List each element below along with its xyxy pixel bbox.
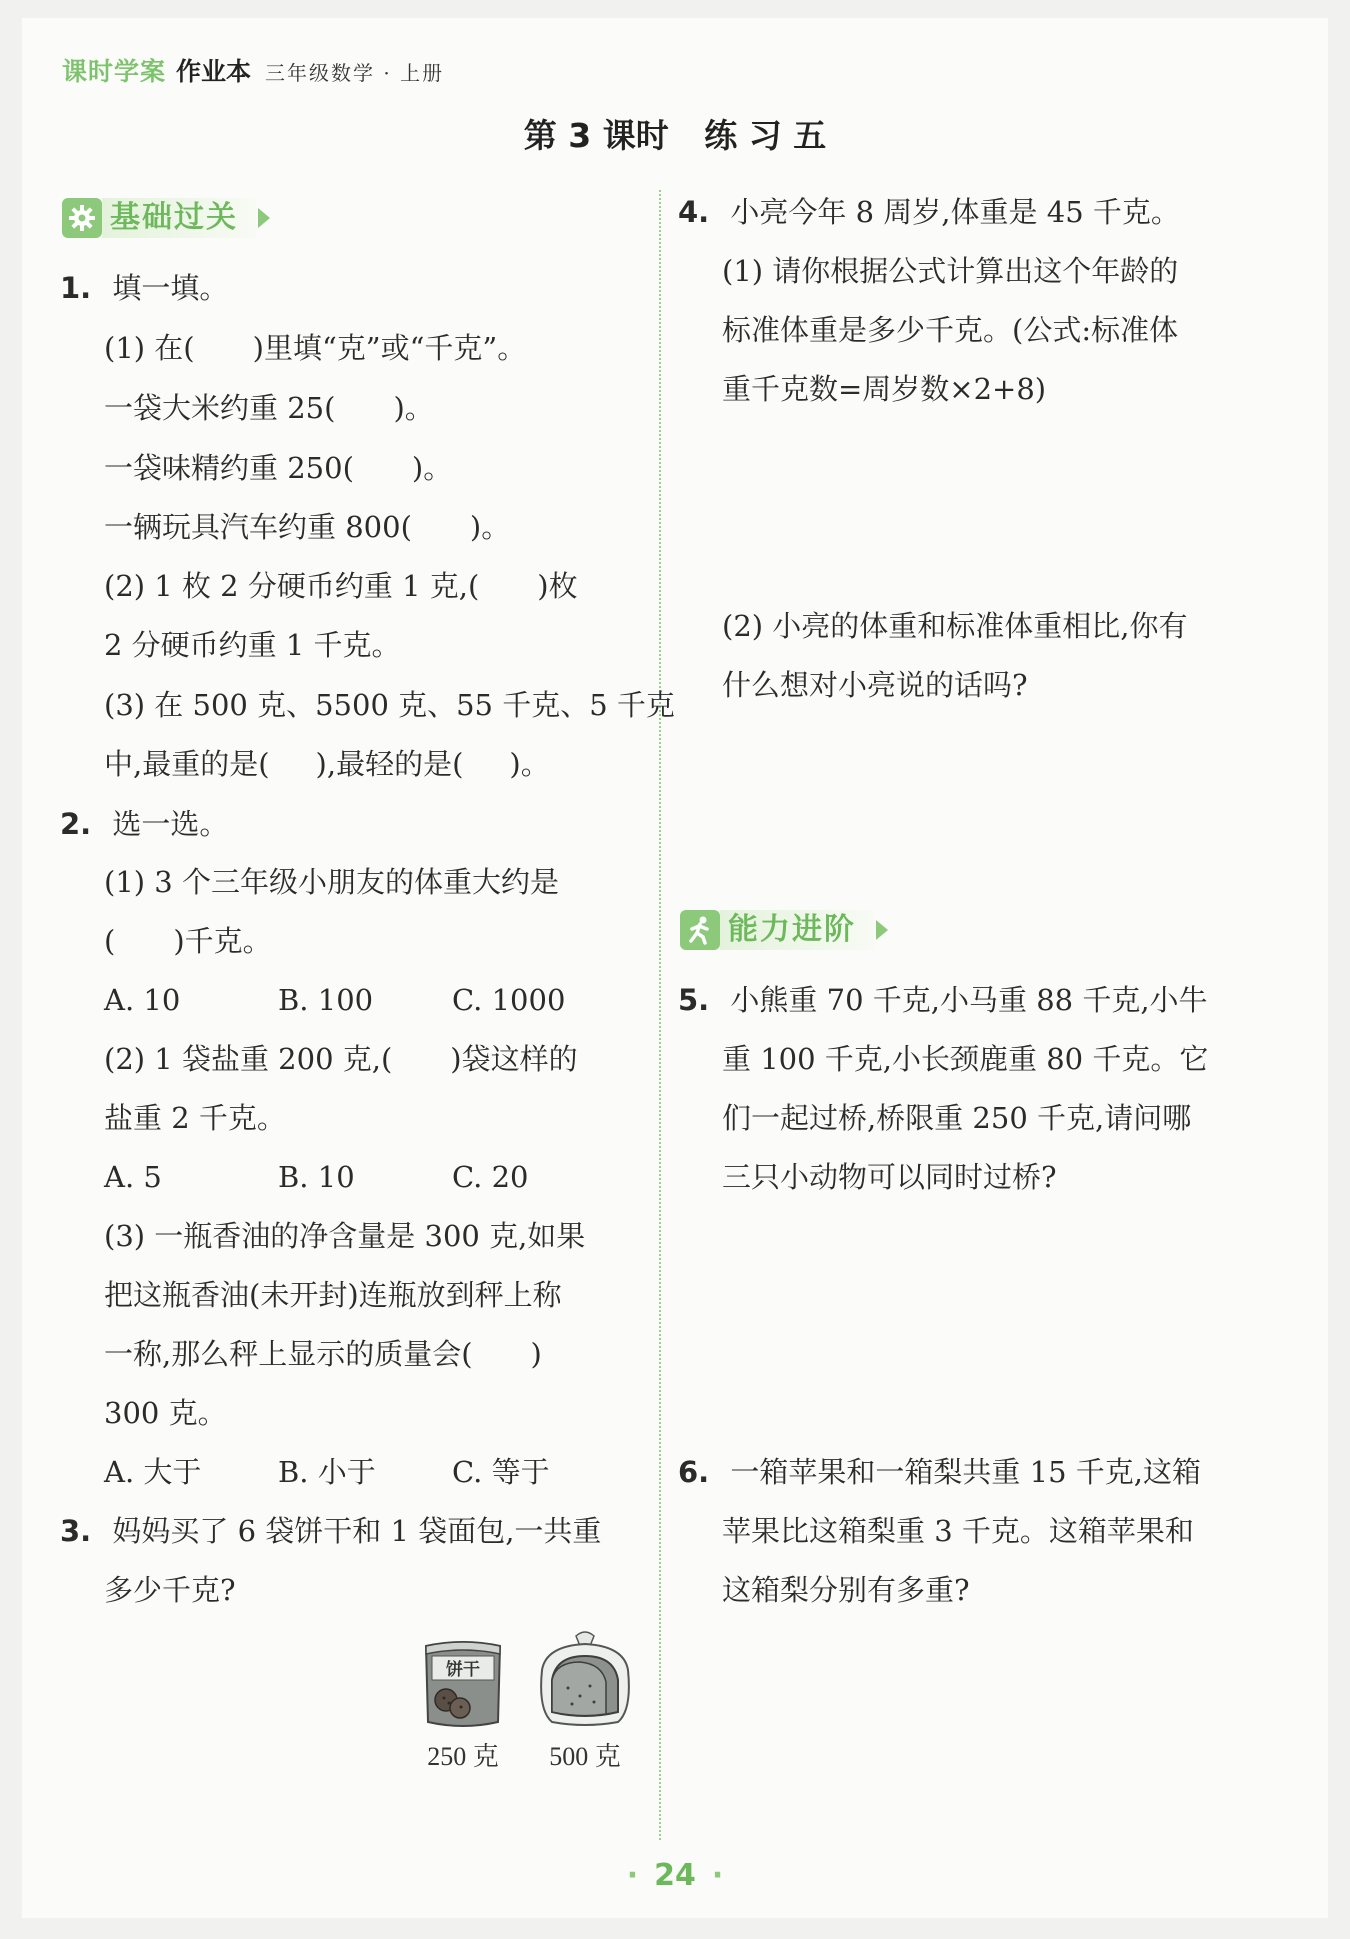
text-segment: 一辆玩具汽车约重 800( <box>104 510 412 544</box>
q1-item-msg <box>104 448 452 488</box>
brand-name: 课时学案 <box>62 57 167 86</box>
q4-part2-line1: (2) 小亮的体重和标准体重相比,你有 <box>722 609 1188 643</box>
q2-part1-line1: (1) 3 个三年级小朋友的体重大约是 <box>104 865 559 899</box>
page-number-value: 24 <box>654 1858 696 1893</box>
lesson-topic: 练 习 五 <box>704 116 827 155</box>
q1-part3-line2 <box>104 744 550 784</box>
section-basic-label: 基础过关 <box>102 198 256 238</box>
section-basic-badge <box>62 194 270 242</box>
text-segment: )袋这样的 <box>450 1042 578 1076</box>
q1-part2-line1 <box>104 566 578 606</box>
option-b[interactable]: B. 100 <box>278 983 374 1017</box>
q2-part3-line3 <box>104 1334 542 1374</box>
question-5-line2: 重 100 千克,小长颈鹿重 80 千克。它 <box>722 1042 1209 1076</box>
q1-part3-line1: (3) 在 500 克、5500 克、55 千克、5 千克 <box>104 688 675 722</box>
question-2 <box>60 804 228 844</box>
q2-part3-line1: (3) 一瓶香油的净含量是 300 克,如果 <box>104 1219 586 1253</box>
question-text: 小亮今年 8 周岁,体重是 45 千克。 <box>730 195 1180 229</box>
option-c[interactable]: C. 1000 <box>452 983 566 1017</box>
question-6-line3: 这箱梨分别有多重? <box>722 1573 970 1607</box>
page-title <box>0 110 1350 157</box>
text-segment: ),最轻的是( <box>315 747 464 781</box>
text-segment: )千克。 <box>173 924 272 958</box>
q2-part1-line2 <box>104 921 272 961</box>
text-segment: )。 <box>393 391 434 425</box>
question-6 <box>678 1452 1201 1492</box>
q2-part2-line1 <box>104 1039 578 1079</box>
question-4 <box>678 192 1180 232</box>
bread-figure <box>532 1630 638 1773</box>
text-segment: ( <box>104 924 116 958</box>
text-segment: (2) 1 枚 2 分硬币约重 1 克,( <box>104 569 480 603</box>
q4-part1-line1: (1) 请你根据公式计算出这个年龄的 <box>722 254 1179 288</box>
q2-part2-line2: 盐重 2 千克。 <box>104 1101 286 1135</box>
text-segment: 一袋大米约重 25( <box>104 391 336 425</box>
q1-part1-intro <box>104 328 526 368</box>
lesson-number: 第 3 课时 <box>523 116 669 155</box>
question-5-line4: 三只小动物可以同时过桥? <box>722 1160 1057 1194</box>
text-segment: )。 <box>411 451 453 485</box>
text-segment: 中,最重的是( <box>104 747 270 781</box>
question-1 <box>60 268 228 308</box>
q1-part2-line2: 2 分硬币约重 1 千克。 <box>104 628 401 662</box>
runner-icon <box>680 910 720 950</box>
biscuit-weight: 250 克 <box>427 1742 499 1771</box>
question-3-line2: 多少千克? <box>104 1573 236 1607</box>
question-text: 小熊重 70 千克,小马重 88 千克,小牛 <box>730 983 1208 1017</box>
arrow-right-icon <box>258 208 270 228</box>
biscuit-bag-icon <box>418 1638 508 1730</box>
question-text: 妈妈买了 6 袋饼干和 1 袋面包,一共重 <box>112 1514 602 1548</box>
option-a[interactable]: A. 大于 <box>104 1455 202 1489</box>
book-type: 作业本 <box>176 57 252 86</box>
text-segment: )。 <box>509 747 550 781</box>
question-number: 2. <box>60 807 92 841</box>
text-segment: (2) 1 袋盐重 200 克,( <box>104 1042 393 1076</box>
text-segment: )里填“克”或“千克”。 <box>252 331 527 365</box>
option-b[interactable]: B. 10 <box>278 1160 355 1194</box>
question-number: 3. <box>60 1514 92 1548</box>
text-segment: )枚 <box>537 569 578 603</box>
text-segment: 一称,那么秤上显示的质量会( <box>104 1337 473 1371</box>
q1-item-toycar <box>104 507 510 547</box>
q2-part3-line2: 把这瓶香油(未开封)连瓶放到秤上称 <box>104 1278 562 1312</box>
bread-bag-icon <box>532 1630 638 1730</box>
question-number: 5. <box>678 983 710 1017</box>
question-number: 6. <box>678 1455 710 1489</box>
biscuit-label: 饼干 <box>446 1660 480 1680</box>
page-number <box>0 1858 1350 1893</box>
option-a[interactable]: A. 10 <box>104 983 181 1017</box>
question-text: 一箱苹果和一箱梨共重 15 千克,这箱 <box>730 1455 1201 1489</box>
bullet-icon: · <box>711 1858 724 1893</box>
biscuit-figure <box>418 1638 508 1773</box>
gear-icon <box>62 198 102 238</box>
text-segment: )。 <box>469 510 511 544</box>
question-number: 1. <box>60 271 92 305</box>
q2-part3-options <box>104 1452 626 1492</box>
q2-part3-line4: 300 克。 <box>104 1396 227 1430</box>
question-5 <box>678 980 1208 1020</box>
question-number: 4. <box>678 195 710 229</box>
option-c[interactable]: C. 等于 <box>452 1455 550 1489</box>
q2-part2-options <box>104 1157 626 1197</box>
option-b[interactable]: B. 小于 <box>278 1455 376 1489</box>
text-segment: (1) 在( <box>104 331 195 365</box>
section-advanced-badge <box>680 906 888 954</box>
question-3 <box>60 1511 601 1551</box>
text-segment: ) <box>530 1337 542 1371</box>
question-text: 填一填。 <box>112 271 229 305</box>
q4-part2-line2: 什么想对小亮说的话吗? <box>722 668 1028 702</box>
bread-weight: 500 克 <box>549 1742 621 1771</box>
option-c[interactable]: C. 20 <box>452 1160 529 1194</box>
book-subtitle: 三年级数学 · 上册 <box>265 61 445 85</box>
q2-part1-options <box>104 980 626 1020</box>
q1-item-rice <box>104 388 434 428</box>
book-header <box>62 52 444 92</box>
question-text: 选一选。 <box>112 807 229 841</box>
question-6-line2: 苹果比这箱梨重 3 千克。这箱苹果和 <box>722 1514 1194 1548</box>
question-5-line3: 们一起过桥,桥限重 250 千克,请问哪 <box>722 1101 1192 1135</box>
arrow-right-icon <box>876 920 888 940</box>
q4-part1-line3: 重千克数=周岁数×2+8) <box>722 372 1047 406</box>
option-a[interactable]: A. 5 <box>104 1160 162 1194</box>
column-divider <box>659 190 661 1840</box>
text-segment: 一袋味精约重 250( <box>104 451 354 485</box>
bullet-icon: · <box>626 1858 639 1893</box>
section-advanced-label: 能力进阶 <box>720 910 874 950</box>
q4-part1-line2: 标准体重是多少千克。(公式:标准体 <box>722 313 1179 347</box>
